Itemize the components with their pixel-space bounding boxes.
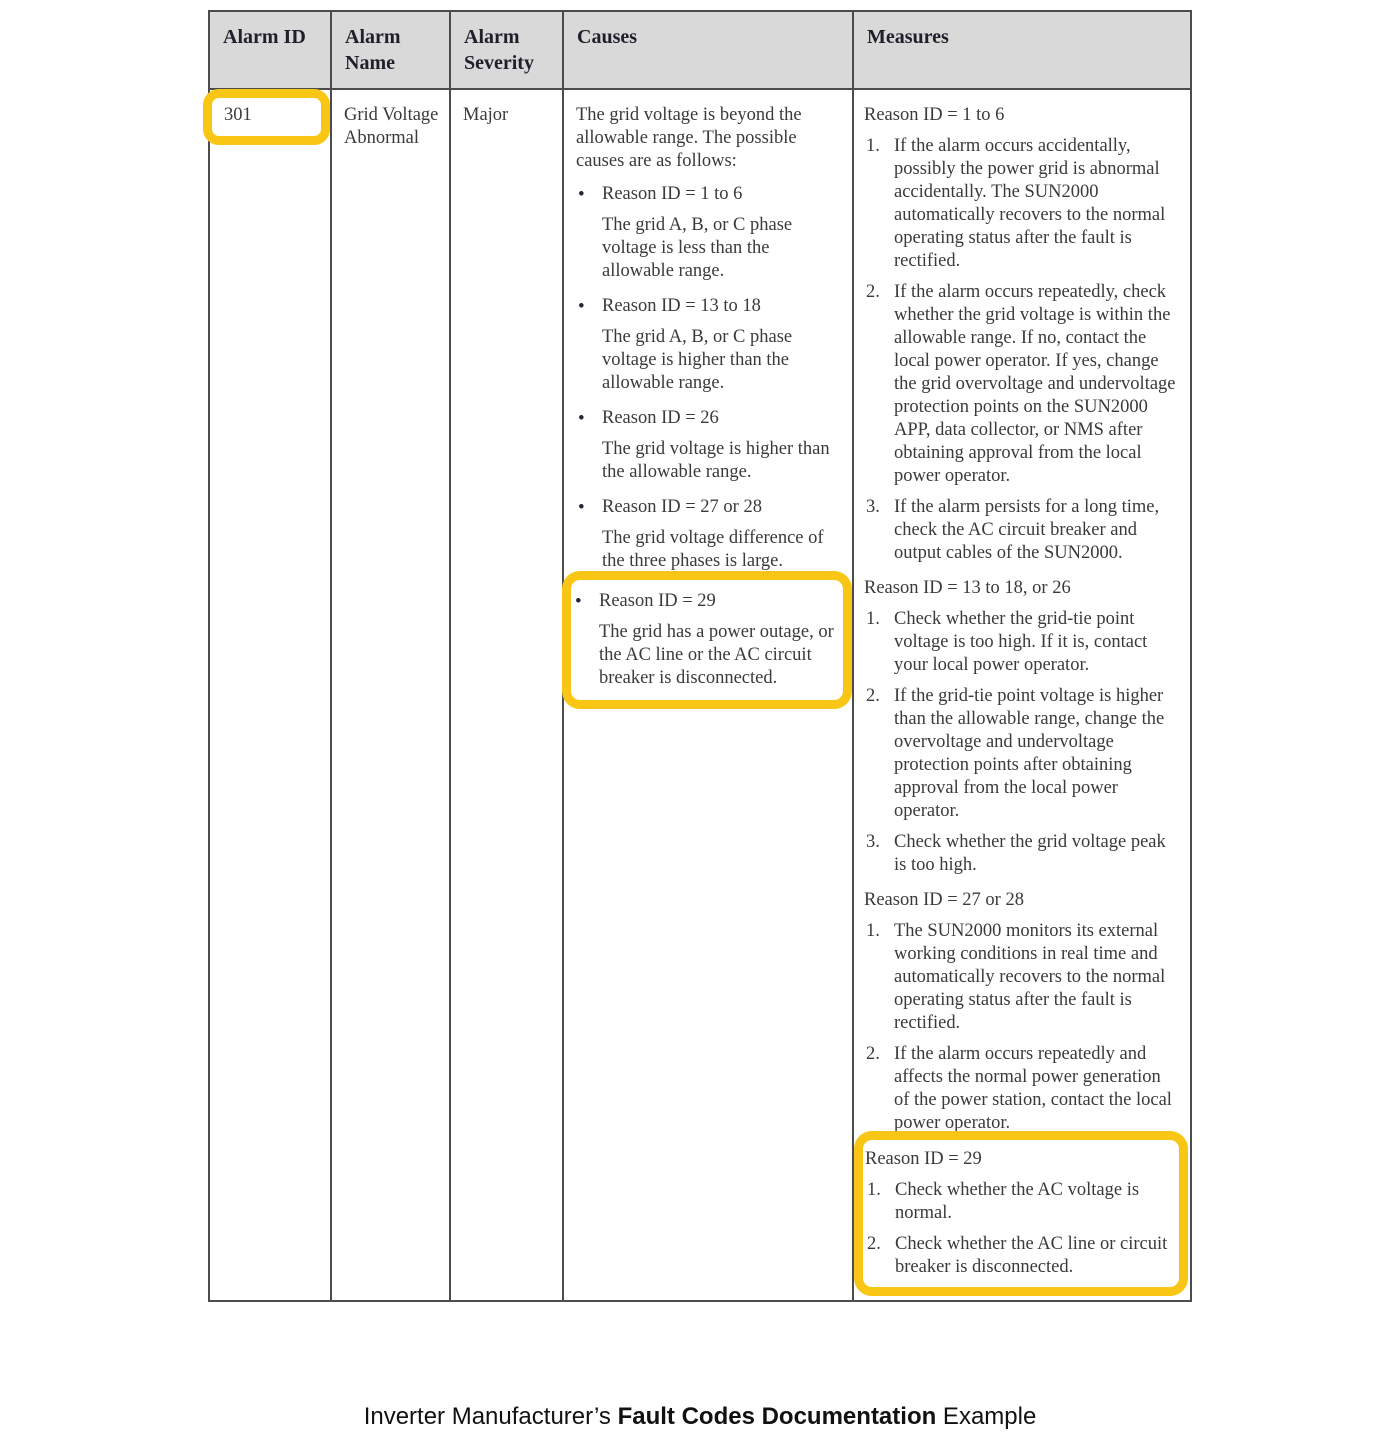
cause-description: The grid voltage is higher than the allowable range. [602,439,830,482]
figure-caption [0,1402,1400,1432]
step-text: Check whether the grid-tie point voltage is too high. If it is, contact your local power operator. [894,609,1148,675]
cause-item-body [599,590,839,690]
header-measures: Measures [853,11,1191,89]
step-number: 1. [867,1180,881,1200]
causes-cell [563,89,853,1301]
cause-item-body [602,407,842,484]
cause-description: The grid A, B, or C phase voltage is higher than the allowable range. [602,327,793,393]
measures-section [865,1148,1175,1279]
measure-step [864,608,1180,677]
step-number: 3. [866,497,880,517]
measure-step [864,685,1180,823]
highlight-box-measures [854,1131,1188,1296]
step-text: If the alarm persists for a long time, check the AC circuit breaker and output cables of the SUN2000. [894,497,1160,563]
step-number: 2. [867,1234,881,1254]
highlight-box-causes [562,571,852,709]
measures-list [864,104,1180,1296]
cause-description: The grid has a power outage, or the AC line or the AC circuit breaker is disconnected. [599,622,834,688]
cause-item [573,590,839,690]
measures-section [864,889,1180,1135]
measures-reason-heading: Reason ID = 29 [865,1149,982,1169]
table-header-row [209,11,1191,89]
step-number: 2. [866,686,880,706]
step-text: If the alarm occurs repeatedly and affects the normal power generation of the power station, contact the local power operator. [894,1044,1172,1133]
bullet-icon: • [578,184,585,205]
cause-item-body [602,496,842,573]
caption-suffix: Example [936,1403,1037,1430]
step-text: If the grid-tie point voltage is higher than the allowable range, change the overvoltage and undervoltage protection points after obtaining approval from the local power operator. [894,686,1165,821]
header-alarm-id: Alarm ID [209,11,331,89]
step-text: If the alarm occurs accidentally, possibly the power grid is abnormal accidentally. The SUN2000 automatically recovers to the normal operating status after the fault is rectified. [894,136,1166,271]
step-number: 2. [866,282,880,302]
caption-prefix: Inverter Manufacturer’s [363,1403,618,1430]
fault-codes-table [208,10,1190,1302]
step-number: 2. [866,1044,880,1064]
highlight-box-alarm-id [203,89,330,145]
header-alarm-name: Alarm Name [331,11,450,89]
bullet-icon: • [575,591,582,612]
measure-step [864,281,1180,488]
cause-reason-heading: Reason ID = 13 to 18 [602,296,761,316]
measure-step [864,831,1180,877]
alarm-name-cell: Grid Voltage Abnormal [331,89,450,1301]
step-text: Check whether the grid voltage peak is too high. [894,832,1166,875]
step-text: Check whether the AC line or circuit breaker is disconnected. [895,1234,1168,1277]
header-causes: Causes [563,11,853,89]
cause-reason-heading: Reason ID = 1 to 6 [602,184,743,204]
bullet-icon: • [578,296,585,317]
bullet-icon: • [578,408,585,429]
step-text: Check whether the AC voltage is normal. [895,1180,1140,1223]
table-row [209,89,1191,1301]
measures-reason-heading: Reason ID = 27 or 28 [864,890,1024,910]
measures-reason-heading: Reason ID = 1 to 6 [864,105,1005,125]
alarm-severity-cell: Major [450,89,563,1301]
measure-step [865,1179,1175,1225]
cause-description: The grid A, B, or C phase voltage is less than the allowable range. [602,215,793,281]
step-number: 3. [866,832,880,852]
cause-item-body [602,295,842,395]
causes-intro: The grid voltage is beyond the allowable range. The possible causes are as follows: [576,105,802,171]
cause-reason-heading: Reason ID = 26 [602,408,719,428]
causes-list [576,183,842,709]
measure-step [864,496,1180,565]
measures-reason-heading: Reason ID = 13 to 18, or 26 [864,578,1071,598]
step-number: 1. [866,921,880,941]
header-alarm-severity: Alarm Severity [450,11,563,89]
measures-section [864,577,1180,877]
bullet-icon: • [578,497,585,518]
alarm-table [208,10,1192,1302]
cause-item-body [602,183,842,283]
measure-step [864,920,1180,1035]
cause-item [576,183,842,283]
measure-step [864,135,1180,273]
cause-description: The grid voltage difference of the three phases is large. [602,528,824,571]
caption-bold: Fault Codes Documentation [617,1403,937,1430]
alarm-id-value: 301 [224,105,252,125]
cause-reason-heading: Reason ID = 27 or 28 [602,497,762,517]
step-number: 1. [866,136,880,156]
step-number: 1. [866,609,880,629]
measures-section [864,104,1180,565]
cause-item [576,407,842,484]
measure-step [864,1043,1180,1135]
cause-item [576,295,842,395]
cause-item [576,496,842,573]
alarm-id-cell [209,89,331,1301]
measures-cell [853,89,1191,1301]
measure-step [865,1233,1175,1279]
cause-reason-heading: Reason ID = 29 [599,591,716,611]
step-text: If the alarm occurs repeatedly, check whether the grid voltage is within the allowable range. If no, contact the local power operator. If yes, change the grid overvoltage and undervoltage protection points on the SUN2000 APP, data collector, or NMS after obtaining approval from the local power operator. [894,282,1176,486]
step-text: The SUN2000 monitors its external working conditions in real time and automatically recovers to the normal operating status after the fault is rectified. [894,921,1166,1033]
